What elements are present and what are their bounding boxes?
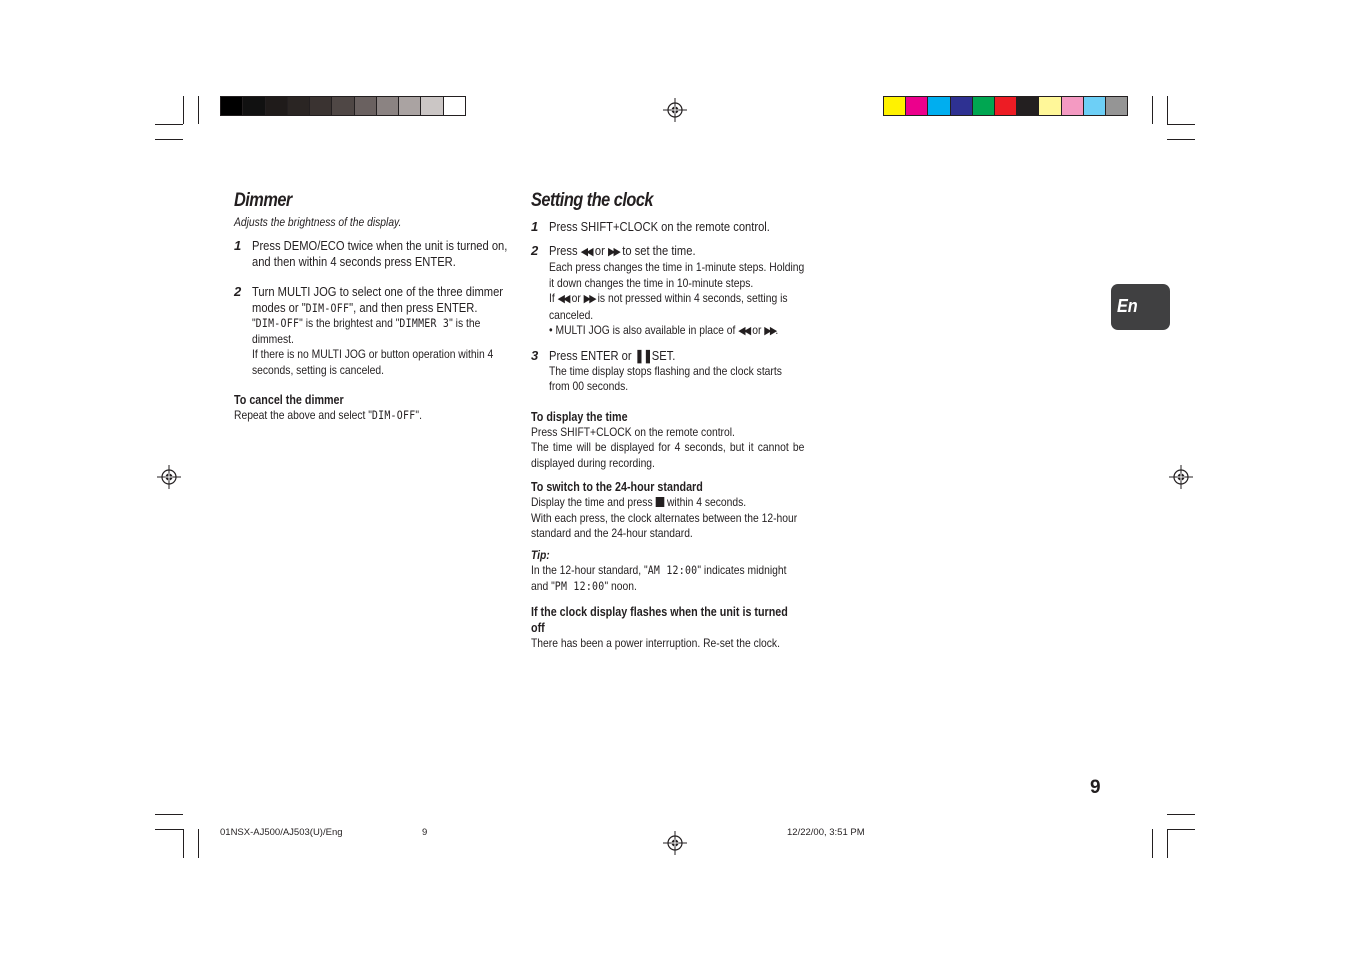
note-text: Each press changes the time in 1-minute steps. Holding it down changes the time in 10-minute steps.	[549, 260, 805, 290]
color-swatch	[355, 97, 377, 115]
clock-flash-text: There has been a power interruption. Re-set the clock.	[531, 636, 780, 650]
switch-24h-text: With each press, the clock alternates between the 12-hour standard and the 24-hour standard.	[531, 510, 798, 540]
rewind-icon: ◀◀	[580, 246, 592, 258]
step-text: or	[594, 243, 605, 258]
color-swatch	[243, 97, 265, 115]
dimmer-column	[234, 238, 508, 424]
fast-forward-icon: ▶▶	[583, 293, 595, 305]
color-swatch	[221, 97, 243, 115]
color-swatch	[421, 97, 443, 115]
color-swatch	[332, 97, 354, 115]
color-calibration-strip	[883, 96, 1128, 116]
switch-24h-text: within 4 seconds.	[666, 495, 747, 509]
lcd-text: DIM-OFF	[371, 408, 416, 422]
lcd-text: PM 12:00	[554, 578, 605, 593]
color-swatch	[288, 97, 310, 115]
registration-mark-icon	[1169, 465, 1193, 489]
color-swatch	[951, 97, 973, 115]
pause-icon: ❚❚	[634, 347, 652, 363]
color-swatch	[1039, 97, 1061, 115]
step-number: 3	[531, 347, 539, 363]
note-text: .	[775, 323, 779, 337]
step-text: Press DEMO/ECO twice when the unit is turned on, and then within 4 seconds press ENTER.	[252, 238, 508, 269]
note-text: " is the dimmest.	[252, 316, 481, 346]
stop-icon	[655, 497, 664, 507]
dimmer-step-2	[234, 284, 508, 378]
dimmer-step-1	[234, 238, 508, 270]
language-tab-label: En	[1117, 296, 1138, 316]
fast-forward-icon: ▶▶	[764, 325, 776, 337]
clock-step-3	[531, 348, 805, 395]
clock-column	[531, 219, 805, 652]
step-text: Press SHIFT+CLOCK on the remote control.	[549, 219, 770, 234]
lcd-text: DIM-OFF	[305, 301, 350, 315]
step-text: to set the time.	[622, 243, 696, 258]
color-swatch	[266, 97, 288, 115]
note-text: " is the brightest and "	[299, 316, 400, 330]
step-number: 2	[234, 284, 242, 299]
lcd-text: DIMMER 3	[399, 316, 450, 330]
step-text: ", and then press ENTER.	[349, 300, 478, 315]
note-text: is not pressed within 4 seconds, setting is canceled.	[549, 291, 788, 322]
note-text: If	[549, 291, 555, 305]
color-swatch	[928, 97, 950, 115]
rewind-icon: ◀◀	[557, 293, 569, 305]
language-tab	[1111, 284, 1170, 330]
color-swatch	[973, 97, 995, 115]
color-swatch	[1084, 97, 1106, 115]
clock-flash-title: If the clock display flashes when the unit is turned off	[531, 605, 788, 635]
dimmer-subtitle: Adjusts the brightness of the display.	[234, 215, 402, 229]
display-time-title: To display the time	[531, 409, 628, 424]
color-swatch	[399, 97, 421, 115]
color-swatch	[1017, 97, 1039, 115]
color-swatch	[1062, 97, 1084, 115]
switch-24h-text: Display the time and press	[531, 495, 653, 509]
rewind-icon: ◀◀	[738, 325, 750, 337]
step-number: 1	[234, 238, 242, 253]
step-text: Press ENTER or	[549, 347, 632, 363]
color-swatch	[310, 97, 332, 115]
color-swatch	[995, 97, 1017, 115]
registration-mark-icon	[663, 98, 687, 122]
color-swatch	[884, 97, 906, 115]
note-text: or	[752, 323, 762, 337]
footer-timestamp: 12/22/00, 3:51 PM	[787, 827, 865, 838]
note-text: "	[252, 316, 256, 330]
grayscale-calibration-strip	[220, 96, 466, 116]
clock-step-1	[531, 219, 805, 235]
footer-page: 9	[422, 827, 428, 838]
registration-mark-icon	[663, 831, 687, 855]
tip-title: Tip:	[531, 547, 550, 562]
color-swatch	[906, 97, 928, 115]
lcd-text: DIM-OFF	[255, 316, 300, 330]
lcd-text: AM 12:00	[647, 563, 698, 577]
cancel-dimmer-text: Repeat the above and select "	[234, 408, 372, 422]
step-text: Press	[549, 243, 578, 258]
note-text: or	[571, 291, 581, 305]
step-number: 1	[531, 219, 539, 234]
color-swatch	[444, 97, 465, 115]
step-text: Turn MULTI JOG to select one of the three dimmer modes or "	[252, 284, 504, 315]
color-swatch	[1106, 97, 1127, 115]
note-text: • MULTI JOG is also available in place of	[549, 323, 736, 337]
tip-text: " indicates midnight and "	[531, 563, 787, 593]
cancel-dimmer-title: To cancel the dimmer	[234, 393, 344, 407]
footer-filename: 01NSX-AJ500/AJ503(U)/Eng	[220, 827, 343, 838]
note-text: If there is no MULTI JOG or button operation within 4 seconds, setting is canceled.	[252, 347, 494, 377]
clock-heading: Setting the clock	[531, 190, 653, 211]
clock-step-2	[531, 243, 805, 340]
dimmer-heading: Dimmer	[234, 190, 292, 211]
tip-text: " noon.	[604, 578, 637, 593]
color-swatch	[377, 97, 399, 115]
display-time-text: Press SHIFT+CLOCK on the remote control.	[531, 424, 735, 439]
fast-forward-icon: ▶▶	[607, 246, 620, 258]
display-time-text: The time will be displayed for 4 seconds, but it cannot be displayed during recording.	[531, 440, 805, 470]
step-number: 2	[531, 243, 539, 258]
switch-24h-title: To switch to the 24-hour standard	[531, 480, 703, 494]
page-number: 9	[1090, 777, 1101, 798]
note-text: The time display stops flashing and the clock starts from 00 seconds.	[549, 363, 782, 393]
cancel-dimmer-text: ".	[415, 408, 422, 422]
registration-mark-icon	[157, 465, 181, 489]
step-text: SET.	[651, 347, 676, 363]
tip-text: In the 12-hour standard, "	[531, 563, 648, 577]
